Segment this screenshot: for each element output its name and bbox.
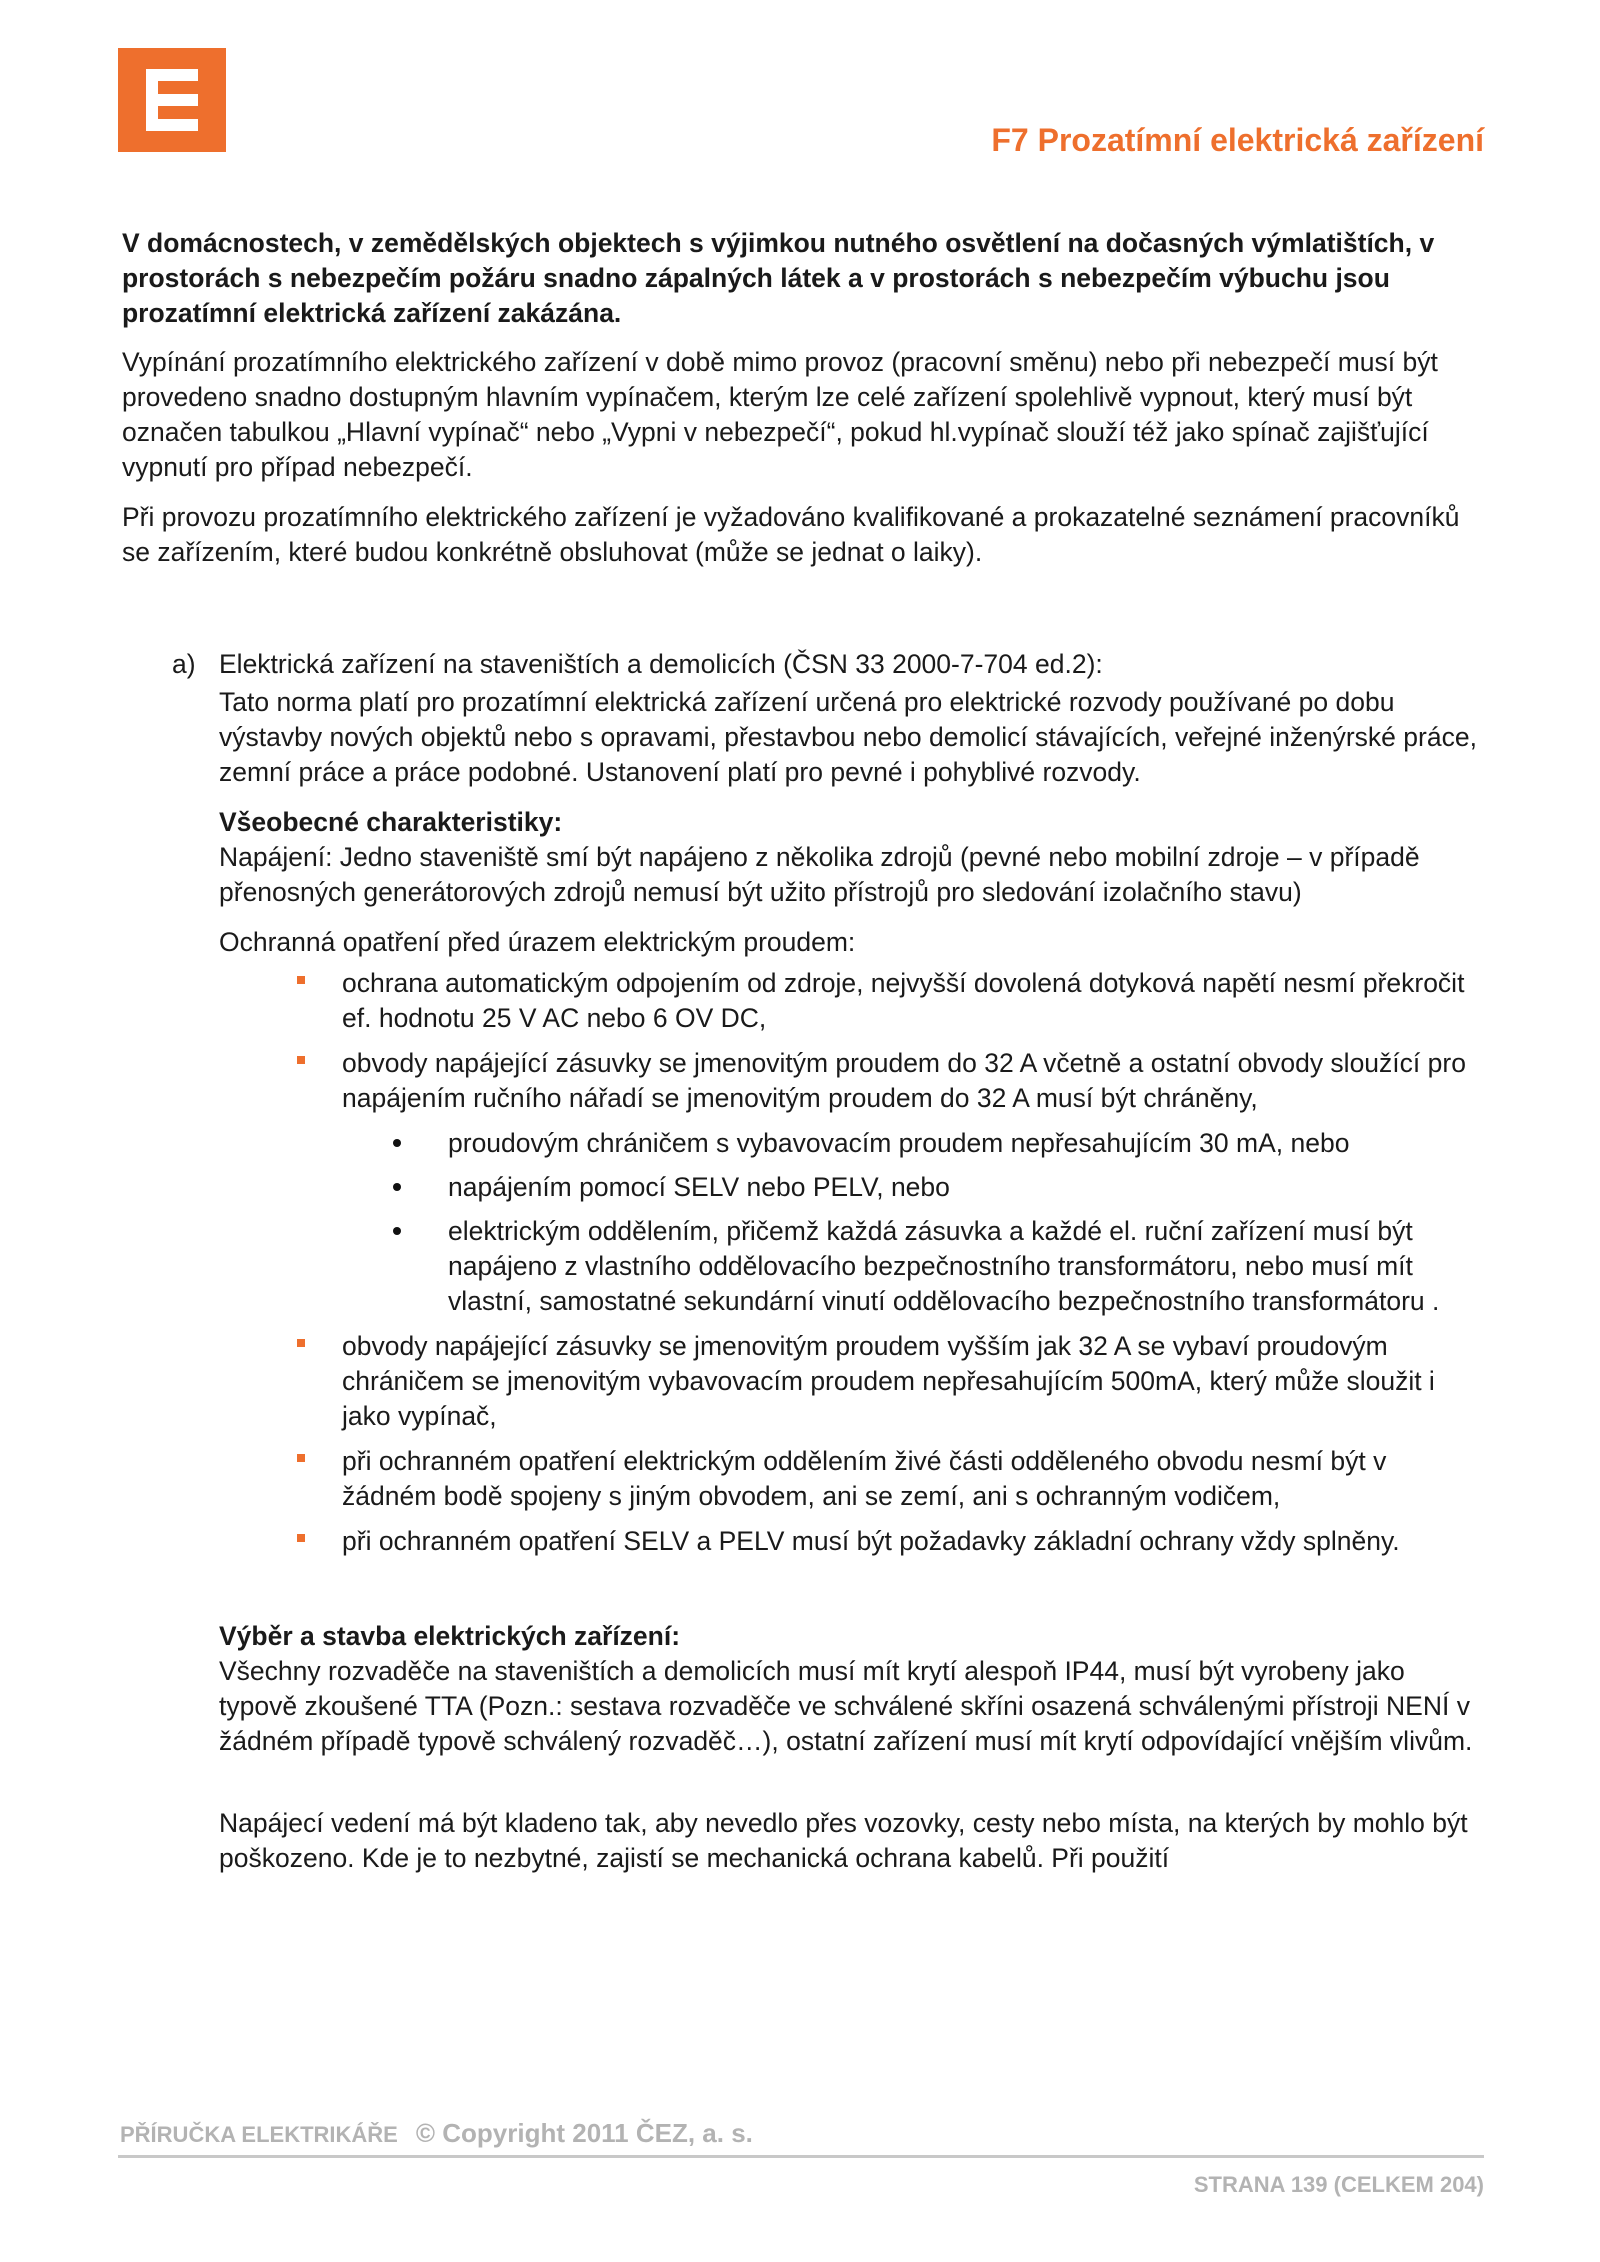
square-bullet-icon — [297, 1339, 305, 1347]
section-a-intro: Tato norma platí pro prozatímní elektrická zařízení určená pro elektrické rozvody používané po dobu výstavby nových objektů nebo s opravami, přestavbou nebo demolicí stávajících, veřejné inženýrské práce, zemní práce a práce podobné. Ustanovení platí pro pevné i pohyblivé rozvody. — [219, 687, 1477, 787]
intro-bold-paragraph: V domácnostech, v zemědělských objektech s výjimkou nutného osvětlení na dočasných výmlatištích, v prostorách s nebezpečím požáru snadno zápalných látek a v prostorách s nebezpečím výbuchu jsou prozatímní elektrická zařízení zakázána. — [122, 228, 1435, 328]
page-content — [122, 226, 1484, 1891]
sub-bullet-list — [342, 1126, 1484, 1319]
spacer — [122, 1569, 1484, 1619]
spacer — [219, 1774, 1484, 1806]
cable-paragraph: Napájecí vedení má být kladeno tak, aby nevedlo přes vozovky, cesty nebo místa, na kterých by mohlo být poškozeno. Kde je to nezbytné, zajistí se mechanická ochrana kabelů. Při použití — [219, 1808, 1468, 1873]
selection-paragraph: Všechny rozvaděče na staveništích a demolicích musí mít krytí alespoň IP44, musí být vyrobeny jako typově zkoušené TTA (Pozn.: sestava rozvaděče ve schválené skříni osazená schválenými přístroji NENÍ v žádném případě typově schválený rozvaděč…), ostatní zařízení musí mít krytí odpovídající vnějším vlivům. — [219, 1656, 1473, 1756]
power-supply-paragraph: Napájení: Jedno staveniště smí být napájeno z několika zdrojů (pevné nebo mobilní zdroje – v případě přenosných generátorových zdrojů nemusí být užito přístrojů pro sledování izolačního stavu) — [219, 842, 1420, 907]
sub-list-item: proudovým chráničem s vybavovacím proudem nepřesahujícím 30 mA, nebo — [448, 1126, 1484, 1161]
list-item: při ochranném opatření elektrickým oddělením živé části odděleného obvodu nesmí být v žádném bodě spojeny s jiným obvodem, ani se zemí, ani s ochranným vodičem, — [342, 1444, 1484, 1514]
protection-heading: Ochranná opatření před úrazem elektrickým proudem: — [219, 927, 856, 957]
selection-section — [122, 1619, 1484, 1876]
intro-paragraph-main-switch: Vypínání prozatímního elektrického zařízení v době mimo provoz (pracovní směnu) nebo při nebezpečí musí být provedeno snadno dostupným hlavním vypínačem, kterým lze celé zařízení spolehlivě vypnout, který musí být označen tabulkou „Hlavní vypínač“ nebo „Vypni v nebezpečí“, pokud hl.vypínač slouží též jako spínač zajišťující vypnutí pro případ nebezpečí. — [122, 347, 1438, 482]
dot-bullet-icon — [393, 1139, 401, 1147]
square-bullet-icon — [297, 1056, 305, 1064]
square-bullet-icon — [297, 1534, 305, 1542]
square-bullet-icon — [297, 976, 305, 984]
protection-bullet-list — [122, 966, 1484, 1559]
square-bullet-icon — [297, 1454, 305, 1462]
spacer — [122, 585, 1484, 647]
list-item: obvody napájející zásuvky se jmenovitým proudem do 32 A včetně a ostatní obvody sloužící pro napájením ručního nářadí se jmenovitým proudem do 32 A musí být chráněny, proudovým chráničem s vybavovacím proudem nepřesahujícím 30 mA, nebo napájením pomocí SELV nebo PELV, nebo elektrickým oddělením, přičemž každá zásuvka a každé el. ruční zařízení musí být napájeno z vlastního oddělovacího bezpečnostního transformátoru, nebo musí mít vlastní, samostatné sekundární vinutí oddělovacího bezpečnostního transformátoru . — [342, 1046, 1484, 1319]
dot-bullet-icon — [393, 1227, 401, 1235]
list-item: ochrana automatickým odpojením od zdroje, nejvyšší dovolená dotyková napětí nesmí překročit ef. hodnotu 25 V AC nebo 6 OV DC, — [342, 966, 1484, 1036]
sub-list-item: elektrickým oddělením, přičemž každá zásuvka a každé el. ruční zařízení musí být napájeno z vlastního oddělovacího bezpečnostního transformátoru, nebo musí mít vlastní, samostatné sekundární vinutí oddělovacího bezpečnostního transformátoru . — [448, 1214, 1484, 1319]
book-title: PŘÍRUČKA ELEKTRIKÁŘE — [120, 2122, 398, 2147]
section-title: F7 Prozatímní elektrická zařízení — [991, 122, 1484, 158]
section-a-heading — [122, 647, 1484, 682]
intro-paragraph-training: Při provozu prozatímního elektrického zařízení je vyžadováno kvalifikované a prokazatelné seznámení pracovníků se zařízením, které budou konkrétně obsluhovat (může se jednat o laiky). — [122, 502, 1460, 567]
sub-list-item: napájením pomocí SELV nebo PELV, nebo — [448, 1170, 1484, 1205]
section-a-body — [122, 685, 1484, 960]
selection-heading: Výběr a stavba elektrických zařízení: — [219, 1621, 681, 1651]
dot-bullet-icon — [393, 1183, 401, 1191]
list-item: obvody napájející zásuvky se jmenovitým proudem vyšším jak 32 A se vybaví proudovým chráničem se jmenovitým vybavovacím proudem nepřesahujícím 500mA, který může sloužit i jako vypínač, — [342, 1329, 1484, 1434]
section-a-title: Elektrická zařízení na staveništích a demolicích (ČSN 33 2000-7-704 ed.2): — [219, 649, 1103, 679]
footer-divider — [118, 2155, 1484, 2158]
page-number: STRANA 139 (CELKEM 204) — [1193, 2172, 1484, 2197]
list-marker: a) — [172, 649, 196, 679]
copyright-notice: © Copyright 2011 ČEZ, a. s. — [415, 2118, 753, 2148]
general-characteristics-heading: Všeobecné charakteristiky: — [219, 807, 563, 837]
footer-book-title — [120, 2118, 753, 2149]
cez-logo-icon — [118, 48, 226, 152]
list-item: při ochranném opatření SELV a PELV musí být požadavky základní ochrany vždy splněny. — [342, 1524, 1484, 1559]
